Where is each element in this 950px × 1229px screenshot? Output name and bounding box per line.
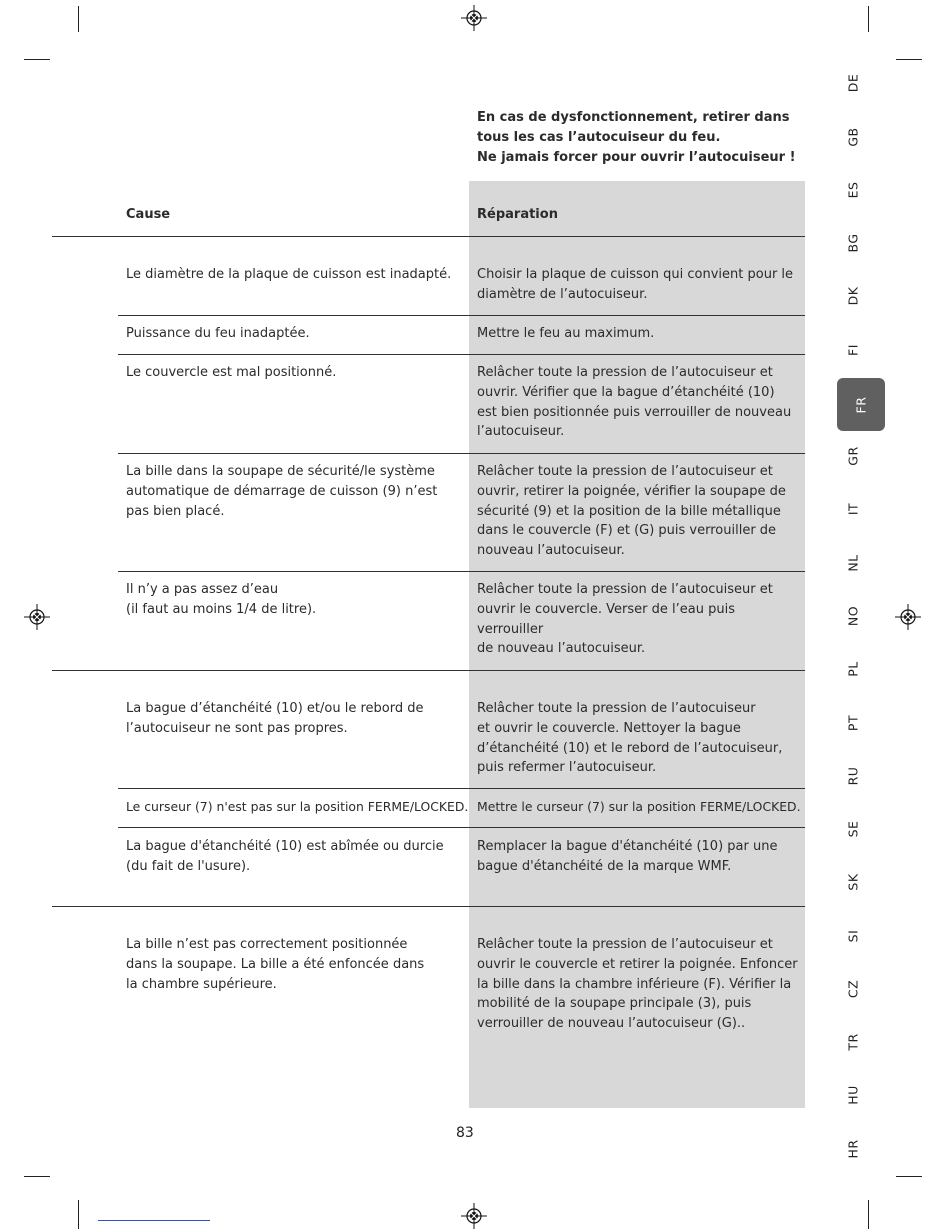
table-cell-cause: La bille n’est pas correctement positionnée dans la soupape. La bille a été enfoncée dans la chambre supérieure. [126,937,425,992]
registration-mark-icon [461,1203,487,1229]
table-cell-reparation: Relâcher toute la pression de l’autocuiseur et ouvrir, retirer la poignée, vérifier la soupape de sécurité (9) et la position de la bille métallique dans le couvercle (F) et (G) puis verrouiller de nouveau l’autocuiseur. [477,464,786,559]
crop-mark [78,6,79,32]
crop-mark [868,1200,869,1229]
table-section-divider [52,670,805,671]
table-cell-reparation: Relâcher toute la pression de l’autocuiseur et ouvrir le couvercle. Verser de l’eau puis verrouiller de nouveau l’autocuiseur. [477,582,773,657]
table-section-divider [52,906,805,907]
registration-mark-icon [24,604,50,630]
table-cell-reparation: Relâcher toute la pression de l’autocuiseur et ouvrir. Vérifier que la bague d’étanchéité (10) est bien positionnée puis verrouiller de nouveau l’autocuiseur. [477,365,792,440]
header-cause: Cause [126,207,171,222]
language-tab-de[interactable]: DE [845,73,861,93]
language-tab-fi[interactable]: FI [845,344,861,356]
table-cell-reparation: Relâcher toute la pression de l’autocuiseur et ouvrir le couvercle et retirer la poignée. Enfoncer la bille dans la chambre inférieure (F). Vérifier la mobilité de la soupape principale (3), puis verrouiller de nouveau l’autocuiseur (G).. [477,937,798,1032]
language-tab-es[interactable]: ES [845,181,861,199]
language-tab-nl[interactable]: NL [845,554,861,572]
table-row-divider [118,453,805,454]
language-tab-it[interactable]: IT [845,502,861,516]
language-tab-tr[interactable]: TR [845,1033,861,1051]
table-cell-reparation: Remplacer la bague d'étanchéité (10) par une bague d'étanchéité de la marque WMF. [477,839,778,874]
language-tab-si[interactable]: SI [845,929,861,943]
crop-mark [24,1176,50,1177]
language-tab-pt[interactable]: PT [845,714,861,732]
crop-mark [896,59,922,60]
warning-note-line: Ne jamais forcer pour ouvrir l’autocuiseur ! [477,149,796,165]
crop-mark [24,59,50,60]
table-cell-cause: La bague d’étanchéité (10) et/ou le rebord de l’autocuiseur ne sont pas propres. [126,701,424,736]
footer-rule [98,1220,210,1221]
crop-mark [78,1200,79,1229]
page-number: 83 [456,1125,474,1141]
table-cell-reparation: Mettre le curseur (7) sur la position FERME/LOCKED. [477,799,801,814]
warning-note [477,108,796,167]
table-cell-reparation: Relâcher toute la pression de l’autocuiseur et ouvrir le couvercle. Nettoyer la bague d’étanchéité (10) et le rebord de l’autocuiseur, puis refermer l’autocuiseur. [477,701,783,776]
table-cell-cause: Puissance du feu inadaptée. [126,326,310,341]
language-tab-gb[interactable]: GB [845,127,861,147]
table-section-divider [52,236,805,237]
registration-mark-icon [895,604,921,630]
language-tab-fr[interactable]: FR [837,378,885,431]
table-row-divider [118,315,805,316]
warning-note-line: tous les cas l’autocuiseur du feu. [477,129,721,145]
language-tab-hr[interactable]: HR [845,1139,861,1159]
registration-mark-icon [461,5,487,31]
table-row-divider [118,354,805,355]
table-cell-cause: Il n’y a pas assez d’eau (il faut au moins 1/4 de litre). [126,582,317,617]
table-cell-cause: Le curseur (7) n'est pas sur la position FERME/LOCKED. [126,799,469,814]
table-cell-reparation: Choisir la plaque de cuisson qui convient pour le diamètre de l’autocuiseur. [477,267,794,302]
header-reparation: Réparation [477,207,558,222]
language-tab-pl[interactable]: PL [845,661,861,677]
table-cell-cause: Le couvercle est mal positionné. [126,365,337,380]
table-row-divider [118,571,805,572]
language-tab-dk[interactable]: DK [845,286,861,306]
table-row-divider [118,788,805,789]
language-tab-hu[interactable]: HU [845,1085,861,1105]
table-cell-cause: La bague d'étanchéité (10) est abîmée ou durcie (du fait de l'usure). [126,839,444,874]
crop-mark [868,6,869,32]
language-tab-bg[interactable]: BG [845,233,861,253]
table-cell-cause: Le diamètre de la plaque de cuisson est inadapté. [126,267,452,282]
language-tab-sk[interactable]: SK [845,873,861,891]
language-tab-no[interactable]: NO [845,605,861,627]
language-tab-gr[interactable]: GR [845,446,861,466]
language-tab-cz[interactable]: CZ [845,979,861,999]
crop-mark [896,1176,922,1177]
warning-note-line: En cas de dysfonctionnement, retirer dans [477,110,790,125]
language-tab-se[interactable]: SE [845,820,861,838]
table-row-divider [118,827,805,828]
language-tab-ru[interactable]: RU [845,766,861,786]
table-cell-cause: La bille dans la soupape de sécurité/le système automatique de démarrage de cuisson (9) n’est pas bien placé. [126,464,438,519]
table-cell-reparation: Mettre le feu au maximum. [477,326,655,341]
